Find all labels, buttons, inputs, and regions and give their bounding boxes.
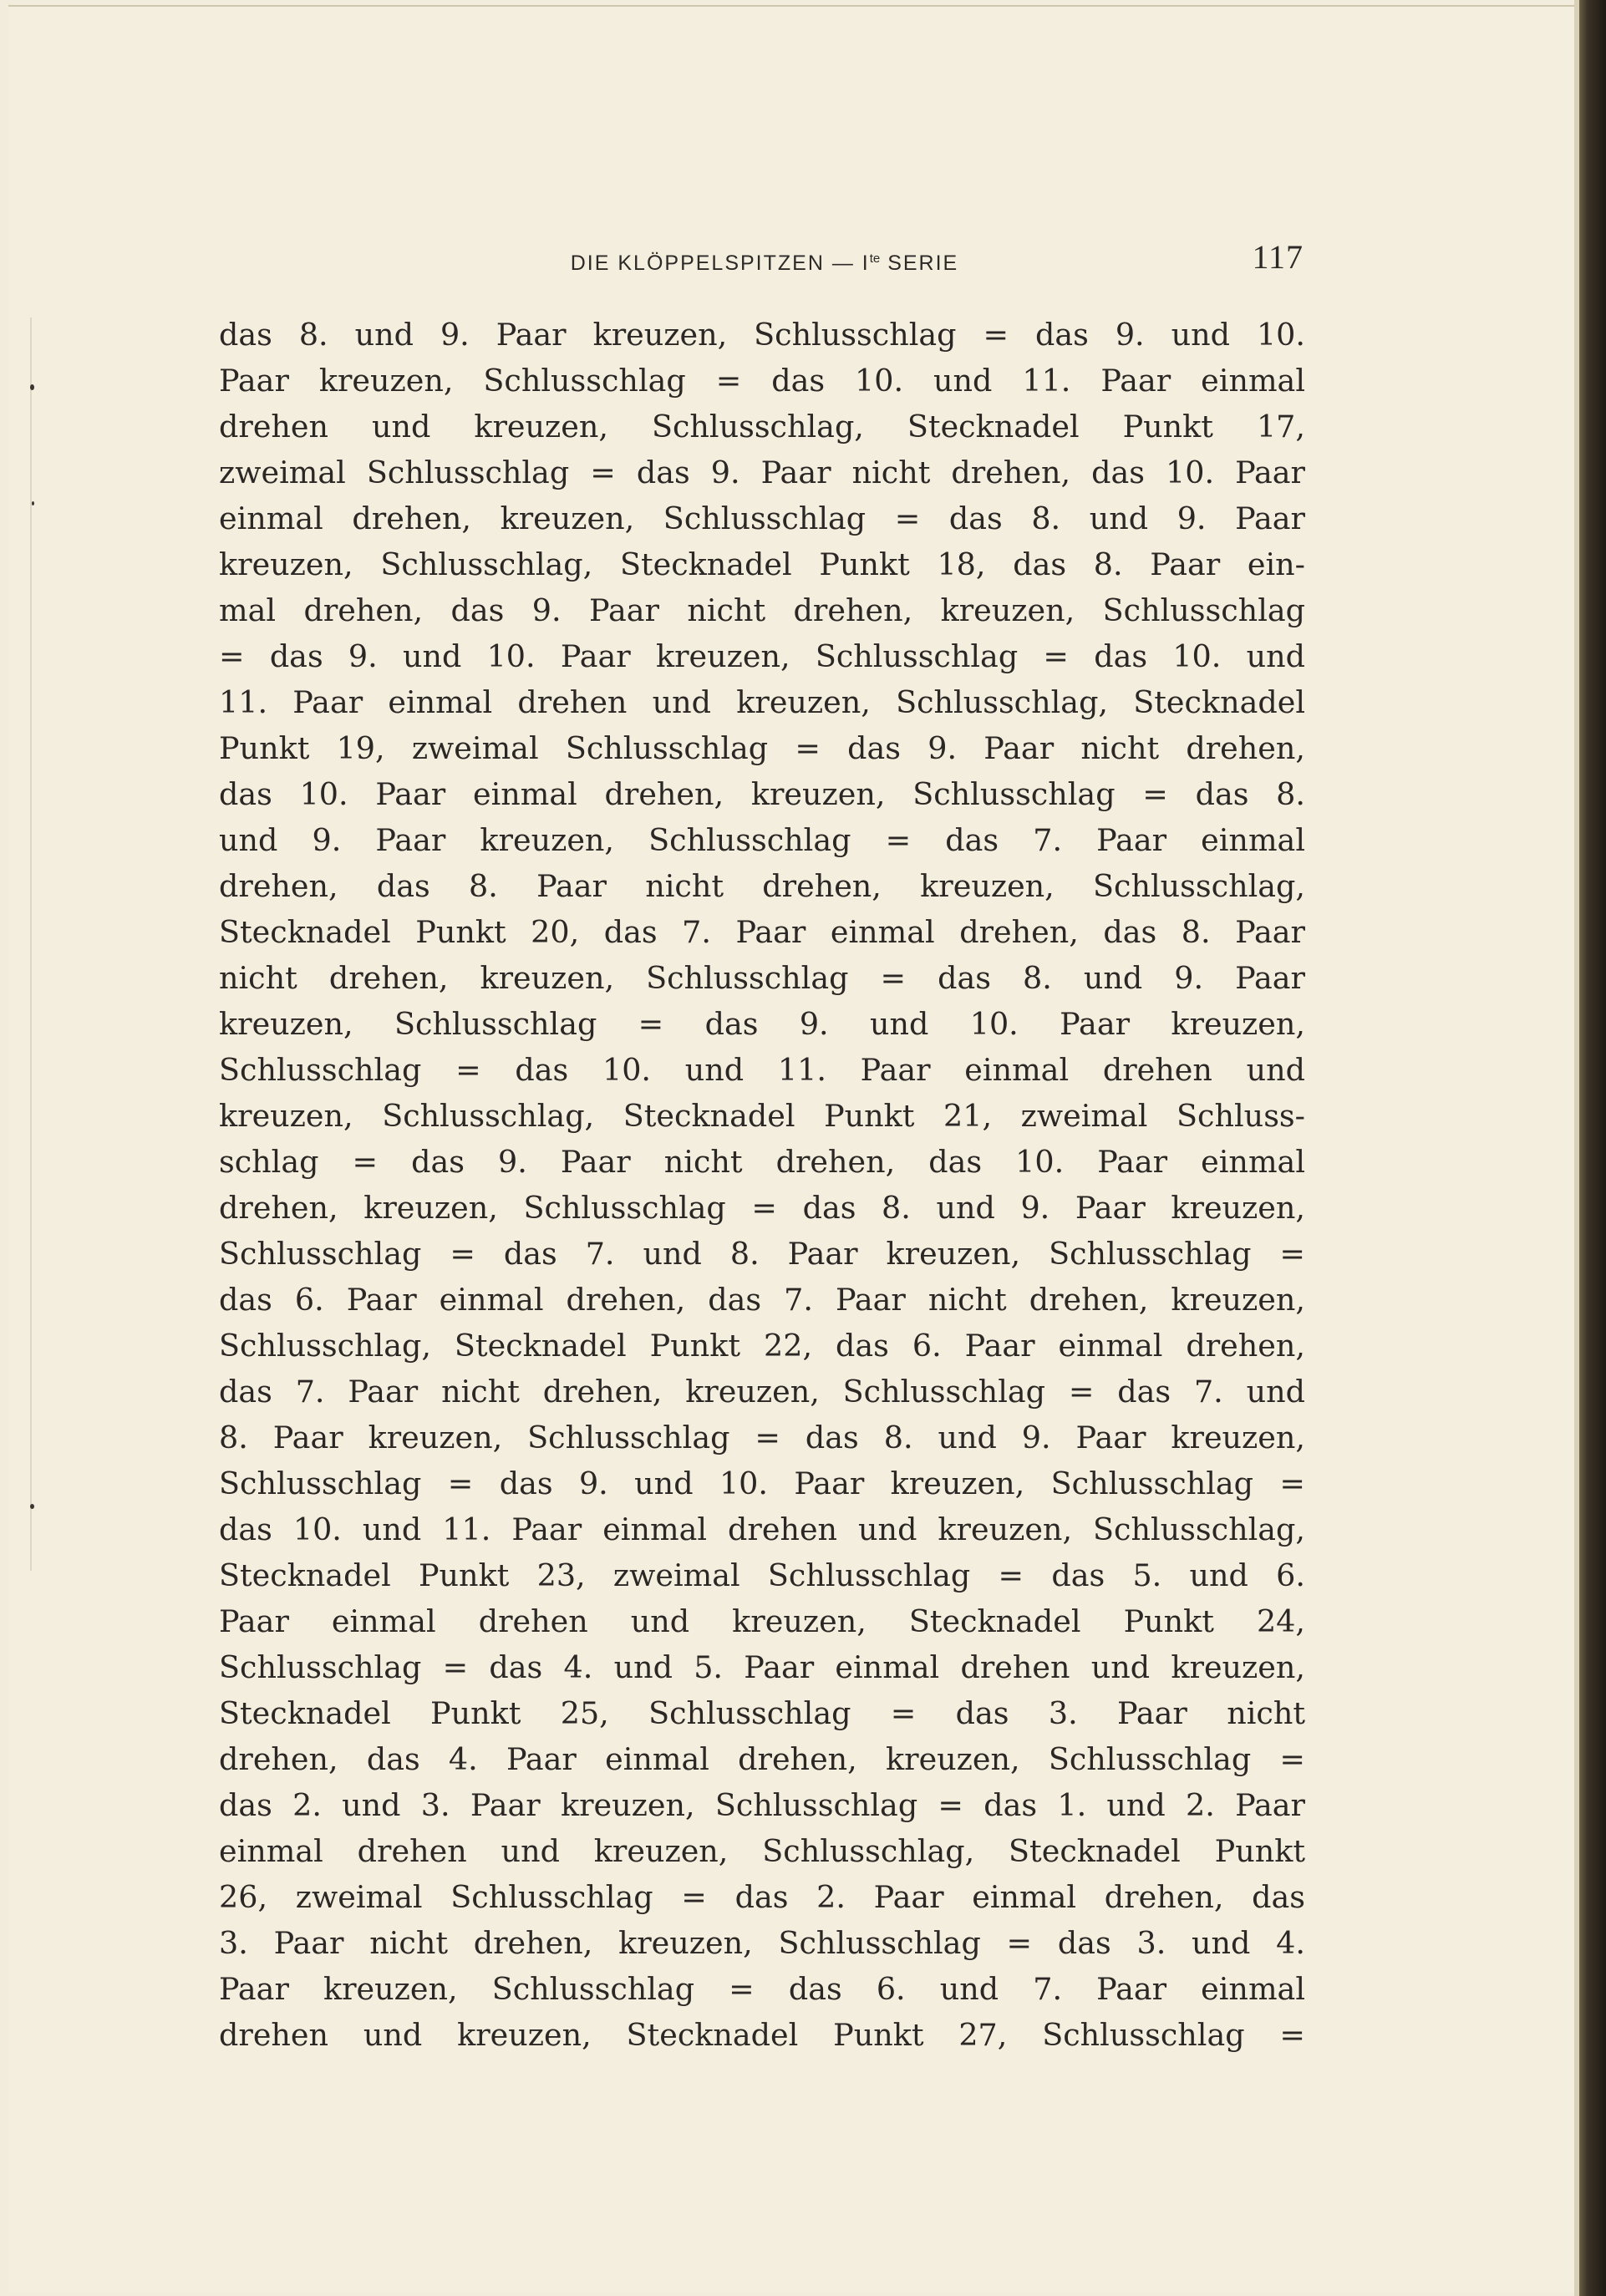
text-line: = das 9. und 10. Paar kreuzen, Schlusschlag = das 10. und <box>219 638 1305 674</box>
text-line: das 6. Paar einmal drehen, das 7. Paar nicht drehen, kreuzen, <box>219 1282 1305 1318</box>
text-line: Schlusschlag = das 7. und 8. Paar kreuzen, Schlusschlag = <box>219 1236 1305 1272</box>
text-line: einmal drehen, kreuzen, Schlusschlag = das 8. und 9. Paar <box>219 500 1305 536</box>
text-line: nicht drehen, kreuzen, Schlusschlag = das 8. und 9. Paar <box>219 960 1305 996</box>
print-speck <box>30 1504 34 1509</box>
text-line: einmal drehen und kreuzen, Schlusschlag, Stecknadel Punkt <box>219 1833 1305 1869</box>
page-number: 117 <box>1252 238 1304 276</box>
text-line: Punkt 19, zweimal Schlusschlag = das 9. Paar nicht drehen, <box>219 730 1305 766</box>
running-header <box>226 238 1304 284</box>
text-line: Schlusschlag = das 4. und 5. Paar einmal drehen und kreuzen, <box>219 1649 1305 1685</box>
text-line: kreuzen, Schlusschlag = das 9. und 10. Paar kreuzen, <box>219 1006 1305 1042</box>
text-line: und 9. Paar kreuzen, Schlusschlag = das 7. Paar einmal <box>219 822 1305 858</box>
text-line: 11. Paar einmal drehen und kreuzen, Schlusschlag, Stecknadel <box>219 684 1305 720</box>
text-line: drehen, kreuzen, Schlusschlag = das 8. und 9. Paar kreuzen, <box>219 1190 1305 1226</box>
text-line: 8. Paar kreuzen, Schlusschlag = das 8. und 9. Paar kreuzen, <box>219 1420 1305 1455</box>
text-line: Paar kreuzen, Schlusschlag = das 10. und 11. Paar einmal <box>219 363 1305 399</box>
book-binding-edge <box>1579 0 1606 2296</box>
print-speck <box>30 384 34 390</box>
body-text <box>219 312 1305 2058</box>
text-line: 3. Paar nicht drehen, kreuzen, Schlusschlag = das 3. und 4. <box>219 1925 1305 1961</box>
text-line: das 10. und 11. Paar einmal drehen und kreuzen, Schlusschlag, <box>219 1511 1305 1547</box>
text-line: 26, zweimal Schlusschlag = das 2. Paar einmal drehen, das <box>219 1879 1305 1915</box>
text-line: Schlusschlag = das 9. und 10. Paar kreuzen, Schlusschlag = <box>219 1465 1305 1501</box>
text-line: Schlusschlag, Stecknadel Punkt 22, das 6. Paar einmal drehen, <box>219 1328 1305 1364</box>
text-line: drehen, das 8. Paar nicht drehen, kreuzen, Schlusschlag, <box>219 868 1305 904</box>
text-line: drehen, das 4. Paar einmal drehen, kreuzen, Schlusschlag = <box>219 1741 1305 1777</box>
text-line: Paar einmal drehen und kreuzen, Stecknadel Punkt 24, <box>219 1603 1305 1639</box>
running-title-superscript: te <box>869 251 881 266</box>
text-line: Paar kreuzen, Schlusschlag = das 6. und 7. Paar einmal <box>219 1971 1305 2007</box>
text-line: drehen und kreuzen, Stecknadel Punkt 27, Schlusschlag = <box>219 2017 1305 2053</box>
text-line: Schlusschlag = das 10. und 11. Paar einmal drehen und <box>219 1052 1305 1088</box>
text-line: Stecknadel Punkt 25, Schlusschlag = das 3. Paar nicht <box>219 1695 1305 1731</box>
text-line: schlag = das 9. Paar nicht drehen, das 10. Paar einmal <box>219 1144 1305 1180</box>
text-line: kreuzen, Schlusschlag, Stecknadel Punkt 21, zweimal Schluss- <box>219 1098 1305 1134</box>
running-title-main: DIE KLÖPPELSPITZEN — I <box>570 251 870 275</box>
text-line: mal drehen, das 9. Paar nicht drehen, kreuzen, Schlusschlag <box>219 592 1305 628</box>
print-speck <box>32 501 34 505</box>
text-line: zweimal Schlusschlag = das 9. Paar nicht drehen, das 10. Paar <box>219 455 1305 490</box>
text-line: Stecknadel Punkt 23, zweimal Schlusschlag = das 5. und 6. <box>219 1557 1305 1593</box>
text-line: das 10. Paar einmal drehen, kreuzen, Schlusschlag = das 8. <box>219 776 1305 812</box>
left-gutter-shadow <box>30 317 32 1571</box>
text-line: kreuzen, Schlusschlag, Stecknadel Punkt 18, das 8. Paar ein- <box>219 546 1305 582</box>
running-title <box>226 242 1304 280</box>
text-line: das 7. Paar nicht drehen, kreuzen, Schlusschlag = das 7. und <box>219 1374 1305 1410</box>
running-title-tail: SERIE <box>880 251 959 275</box>
text-line: Stecknadel Punkt 20, das 7. Paar einmal drehen, das 8. Paar <box>219 914 1305 950</box>
text-line: drehen und kreuzen, Schlusschlag, Stecknadel Punkt 17, <box>219 409 1305 444</box>
text-line: das 2. und 3. Paar kreuzen, Schlusschlag = das 1. und 2. Paar <box>219 1787 1305 1823</box>
text-line: das 8. und 9. Paar kreuzen, Schlusschlag = das 9. und 10. <box>219 317 1305 353</box>
